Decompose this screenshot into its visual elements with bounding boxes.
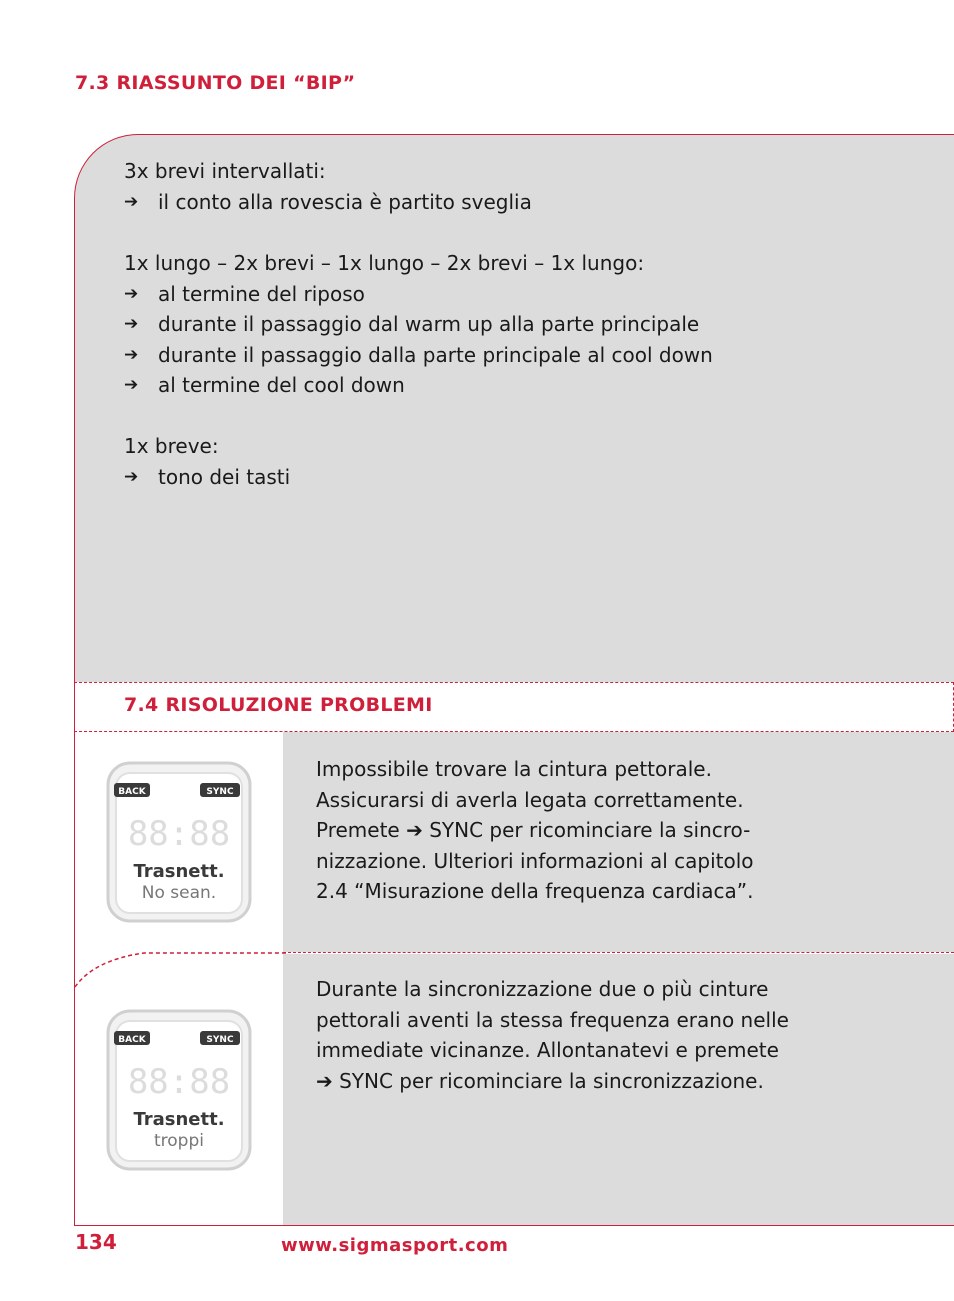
text-line: Durante la sincronizzazione due o più cinture <box>316 977 769 1001</box>
page-number: 134 <box>75 1230 117 1254</box>
beep-group-heading: 1x lungo – 2x brevi – 1x lungo – 2x brevi – 1x lungo: <box>124 251 645 275</box>
beep-group-heading: 1x breve: <box>124 434 219 458</box>
display-label-sync: SYNC <box>206 1035 234 1045</box>
list-item <box>124 187 532 218</box>
problem-2-text <box>316 974 789 1096</box>
beep-group-heading: 3x brevi intervallati: <box>124 159 326 183</box>
arrow-right-icon: ➔ <box>124 344 139 365</box>
website-link[interactable]: www.sigmasport.com <box>281 1235 509 1256</box>
watch-display-illustration <box>104 1005 254 1175</box>
text-line: immediate vicinanze. Allontanatevi e premete <box>316 1038 779 1062</box>
bottom-rule <box>74 1225 954 1226</box>
arrow-right-icon: ➔ <box>124 375 139 395</box>
list-item <box>124 370 713 401</box>
text-line: Assicurarsi di averla legata correttamente. <box>316 787 744 812</box>
arrow-right-icon: ➔ <box>124 314 139 334</box>
arrow-right-icon: ➔ <box>124 466 139 487</box>
arrow-right-icon: ➔ <box>124 191 139 212</box>
section-title-7-4: 7.4 RISOLUZIONE PROBLEMI <box>124 694 433 716</box>
text-line: ➔ SYNC per ricominciare la sincronizzazione. <box>316 1068 764 1093</box>
list-item-text: il conto alla rovescia è partito sveglia <box>158 189 532 214</box>
display-line-2: troppi <box>154 1131 204 1151</box>
display-label-back: BACK <box>118 787 146 797</box>
list-item <box>124 462 290 493</box>
list-item-text: tono dei tasti <box>158 464 291 489</box>
display-digits: 88:88 <box>127 814 231 854</box>
text-line: nizzazione. Ulteriori informazioni al capitolo <box>316 848 754 873</box>
list-item-text: al termine del riposo <box>158 281 365 306</box>
display-line-1: Trasnett. <box>133 1109 225 1130</box>
problem-1-text <box>316 754 754 907</box>
arrow-right-icon: ➔ <box>124 283 139 304</box>
list-item-text: durante il passaggio dal warm up alla parte principale <box>158 312 700 336</box>
beep-group-2 <box>124 248 713 401</box>
beep-group-3 <box>124 431 290 492</box>
list-item <box>124 340 713 371</box>
text-line: 2.4 “Misurazione della frequenza cardiaca”. <box>316 879 754 903</box>
display-label-back: BACK <box>118 1035 146 1045</box>
list-item-text: durante il passaggio dalla parte principale al cool down <box>158 342 713 367</box>
divider <box>283 952 954 953</box>
display-line-2: No sean. <box>141 883 217 903</box>
text-line: pettorali aventi la stessa frequenza erano nelle <box>316 1007 789 1032</box>
display-label-sync: SYNC <box>206 787 234 797</box>
list-item <box>124 279 713 310</box>
text-line: Premete ➔ SYNC per ricominciare la sincro- <box>316 818 751 842</box>
list-item <box>124 309 713 340</box>
watch-display-illustration <box>104 757 254 927</box>
display-digits: 88:88 <box>127 1062 231 1102</box>
beep-group-1 <box>124 156 532 217</box>
text-line: Impossibile trovare la cintura pettorale. <box>316 757 712 781</box>
section-title-7-3: 7.3 RIASSUNTO DEI “BIP” <box>75 72 356 94</box>
display-line-1: Trasnett. <box>133 861 225 882</box>
divider-curve <box>74 952 286 992</box>
list-item-text: al termine del cool down <box>158 373 405 397</box>
